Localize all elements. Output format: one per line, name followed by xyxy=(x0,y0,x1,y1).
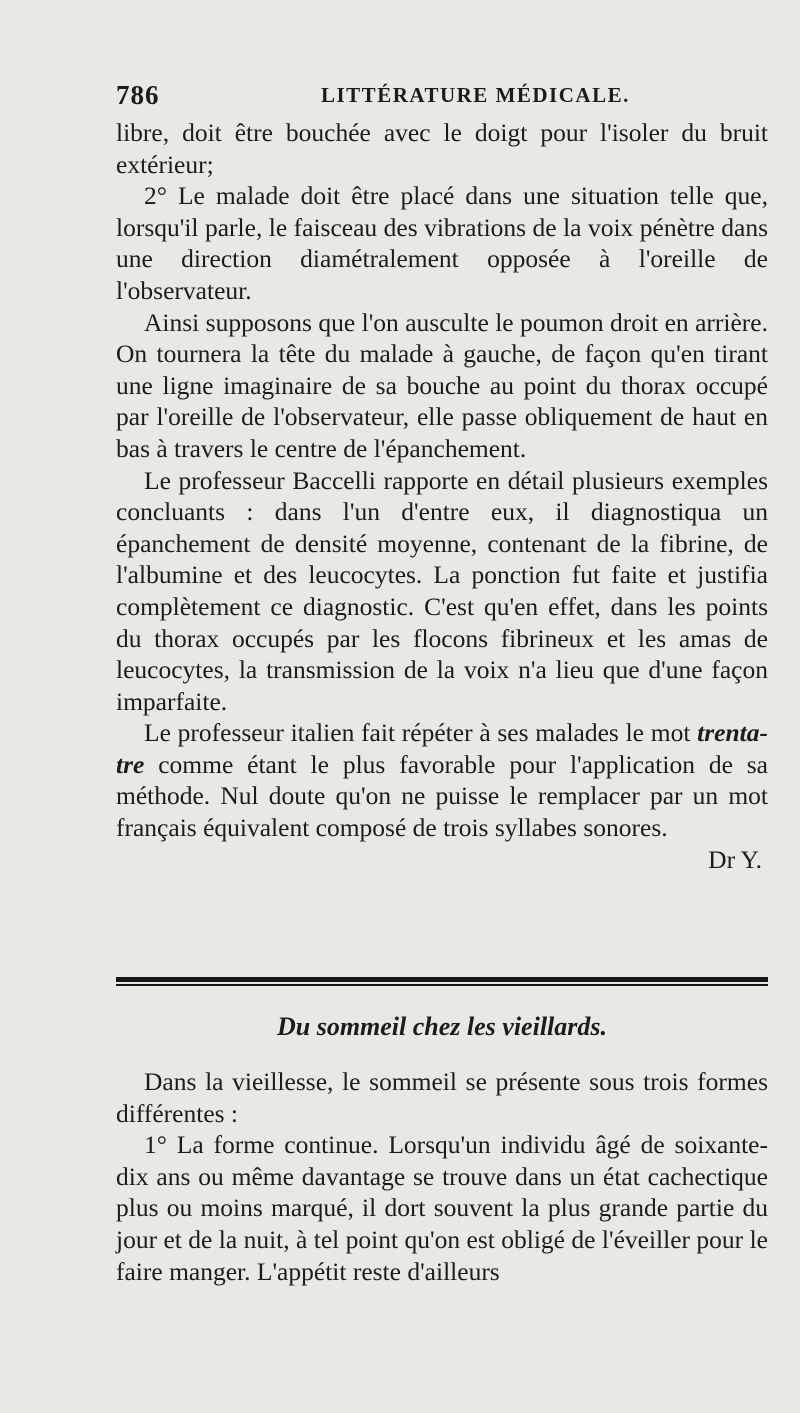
page-header xyxy=(116,80,766,112)
paragraph-intro: Dans la vieillesse, le sommeil se présente sous trois formes différentes : xyxy=(116,1067,768,1128)
paragraph-continued: libre, doit être bouchée avec le doigt pour l'isoler du bruit extérieur; xyxy=(116,118,768,179)
page-number: 786 xyxy=(116,80,160,110)
paragraph-ainsi: Ainsi supposons que l'on ausculte le poumon droit en arrière. On tournera la tête du malade à gauche, de façon qu'en tirant une ligne imaginaire de sa bouche au point du thorax occupé par l'oreille de l'observateur, elle passe obliquement de haut en bas à travers le centre de l'épanchement. xyxy=(116,307,768,463)
text-segment: comme étant le plus favorable pour l'application de sa méthode. Nul doute qu'on ne puisse le remplacer par un mot français équivalent composé de trois syllabes sonores. xyxy=(116,749,768,843)
paragraph-forme-continue: 1° La forme continue. Lorsqu'un individu âgé de soixante-dix ans ou même davantage se trouve dans un état cachectique plus ou moins marqué, il dort souvent la plus grande partie du jour et de la nuit, à tel point qu'on est obligé de l'éveiller pour le faire manger. L'appétit reste d'ailleurs xyxy=(116,1130,768,1286)
running-title: LITTÉRATURE MÉDICALE. xyxy=(321,83,630,107)
article-sommeil-text xyxy=(116,1066,768,1287)
section-divider xyxy=(116,977,768,986)
italic-term: trenta-tre xyxy=(116,718,768,779)
author-signature: Dr Y. xyxy=(708,844,762,874)
paragraph-baccelli: Le professeur Baccelli rapporte en détail plusieurs exemples concluants : dans l'un d'entre eux, il diagnostiqua un épanchement de densité moyenne, contenant de la fibrine, de l'albumine et des leucocytes. La ponction fut faite et justifia complètement ce diagnostic. C'est qu'en effet, dans les points du thorax occupés par les flocons fibrineux et les amas de leucocytes, la transmission de la voix n'a lieu que d'une façon imparfaite. xyxy=(116,465,768,716)
paragraph-point-2: 2° Le malade doit être placé dans une situation telle que, lorsqu'il parle, le faisceau des vibrations de la voix pénètre dans une direction diamétralement opposée à l'oreille de l'observateur. xyxy=(116,181,768,305)
section-title: Du sommeil chez les vieillards. xyxy=(276,1012,608,1041)
paragraph-professeur-italien xyxy=(116,717,768,843)
article-medical-text xyxy=(116,117,768,875)
text-segment: Le professeur italien fait répéter à ses malades le mot xyxy=(144,718,691,748)
divider-thick-rule xyxy=(116,977,768,982)
divider-thin-rule xyxy=(116,984,768,986)
